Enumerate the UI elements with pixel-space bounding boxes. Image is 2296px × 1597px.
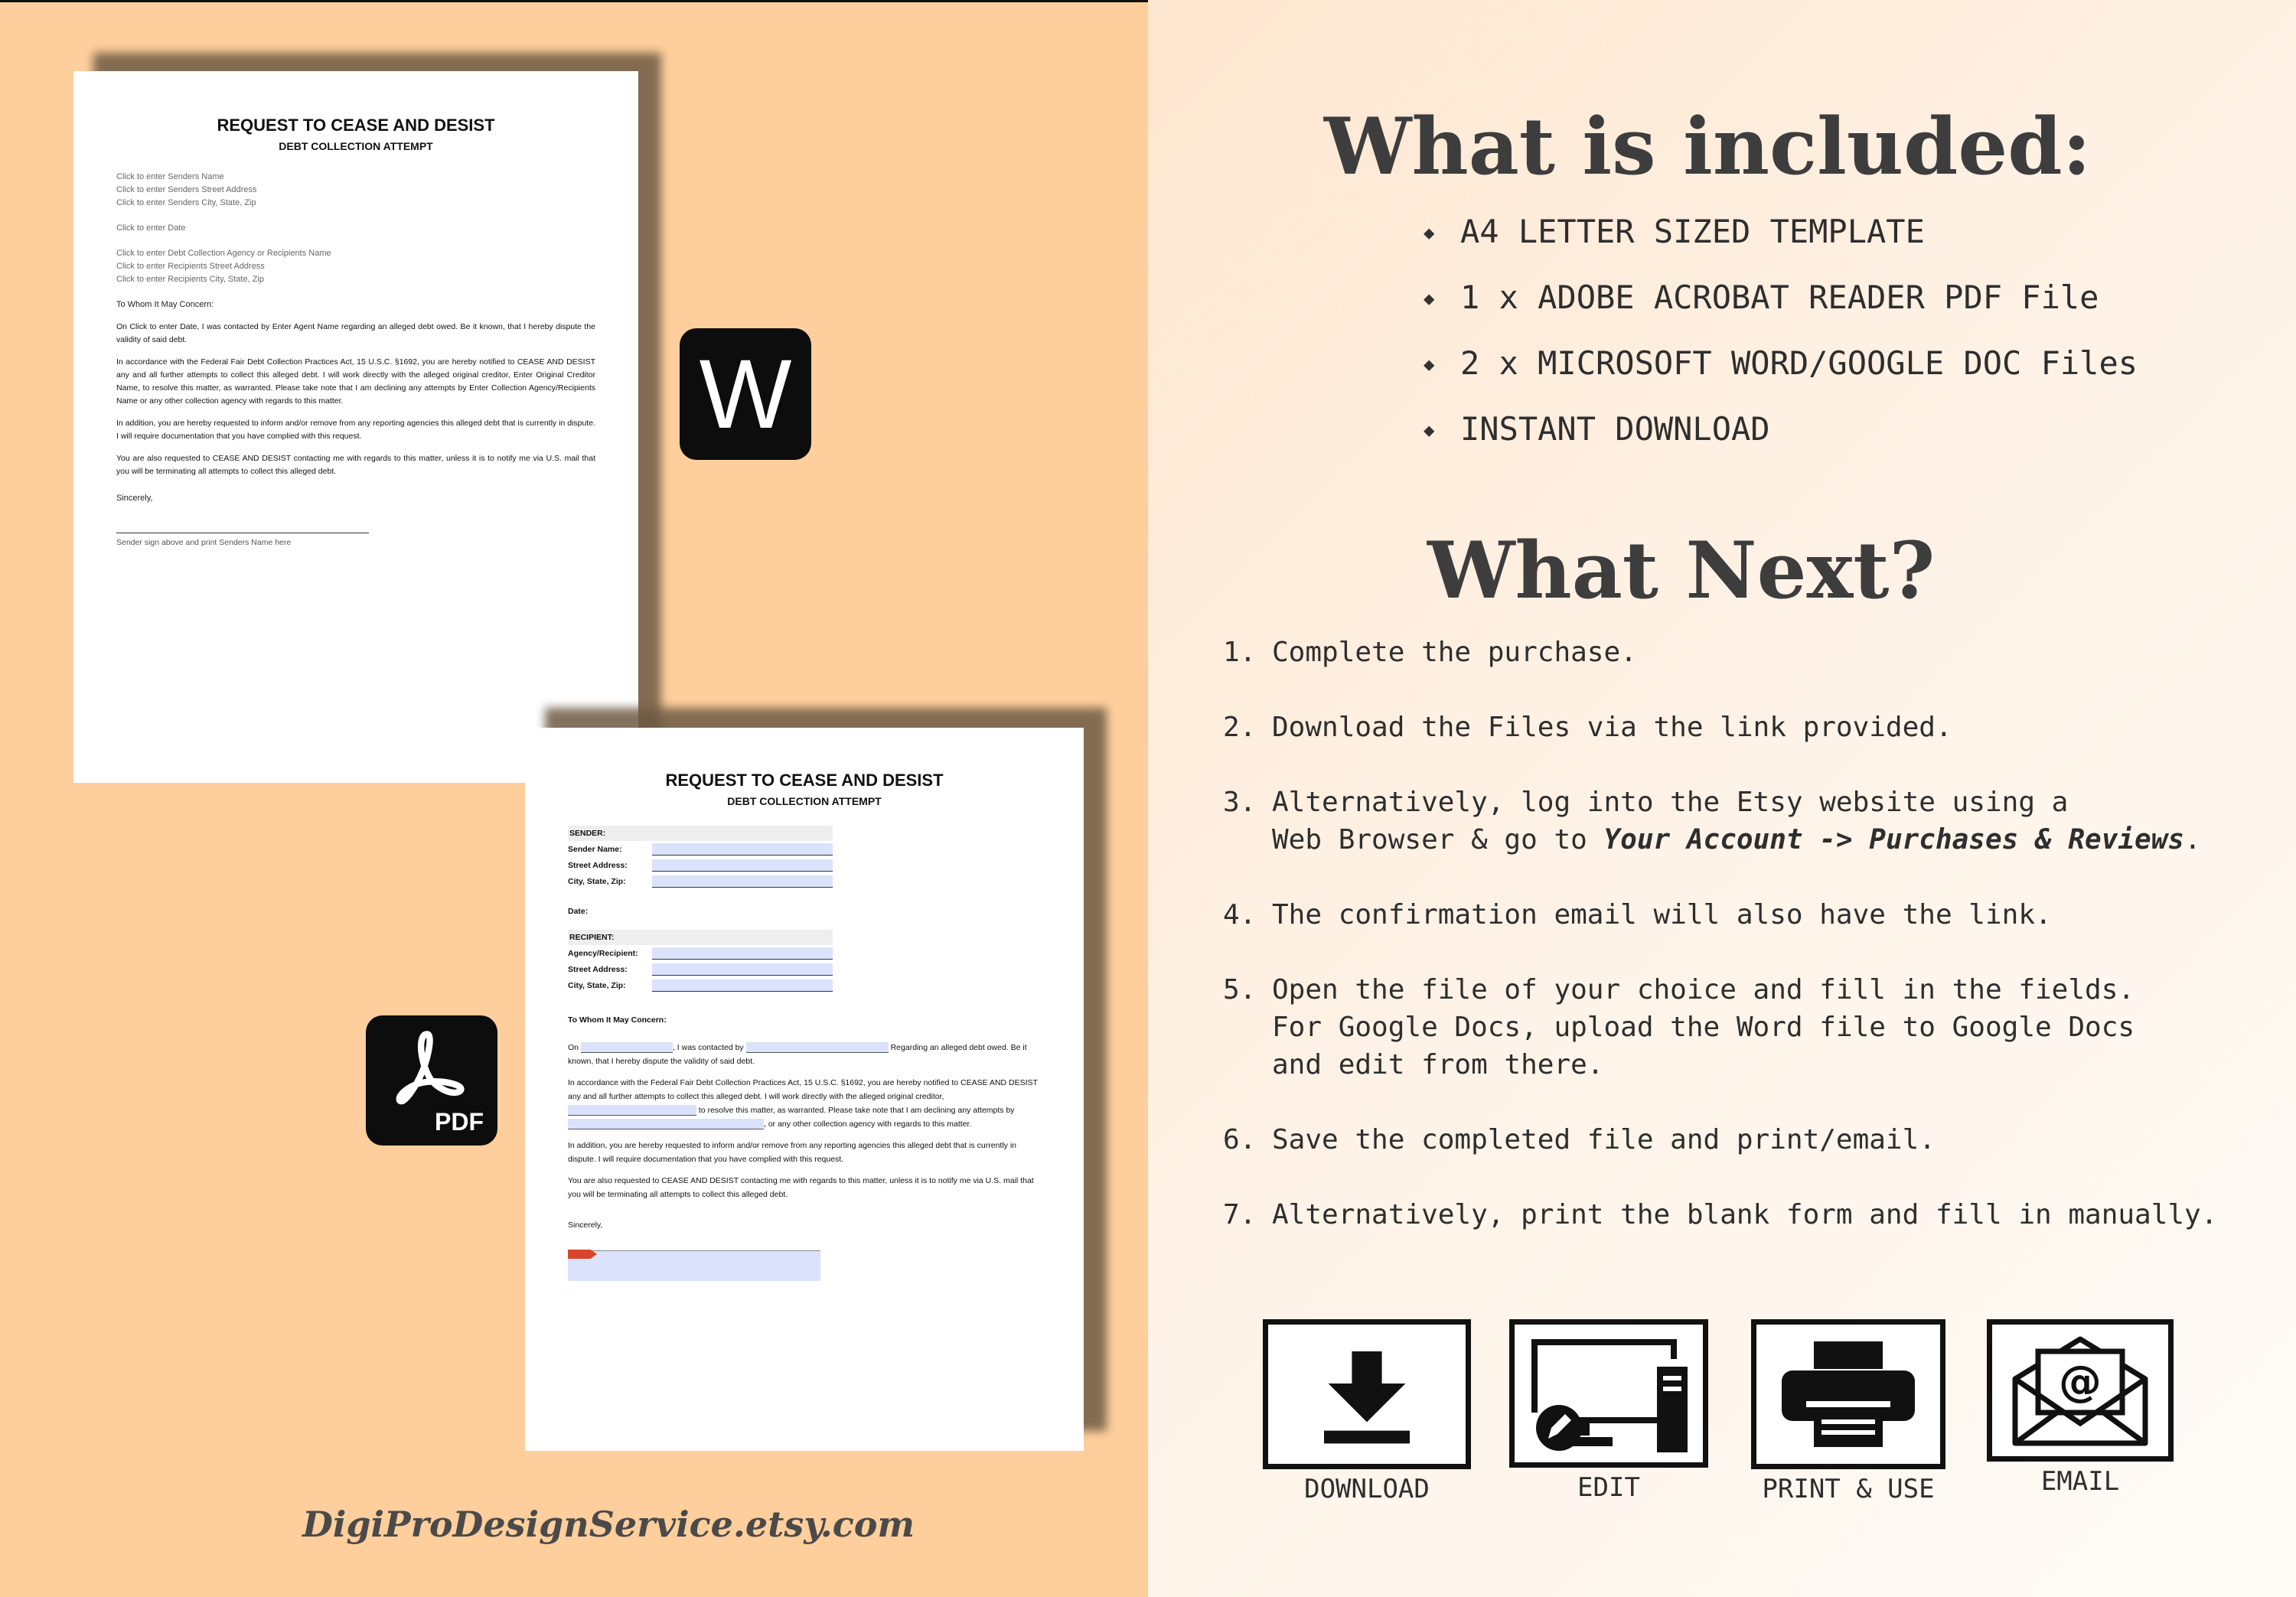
edit-action[interactable]: [1509, 1319, 1708, 1503]
doc2-sender-city-row: [568, 873, 1041, 889]
word-document-preview: [73, 71, 638, 783]
recipient-city-field[interactable]: [652, 979, 833, 992]
edit-computer-icon: [1521, 1328, 1697, 1458]
step-text: Open the file of your choice and fill in the fields.: [1272, 974, 2135, 1005]
account-path: Your Account -> Purchases & Reviews: [1603, 824, 2185, 856]
doc1-paragraph-1: On Click to enter Date, I was contacted by Enter Agent Name regarding an alleged debt owed. Be it known, that I hereby dispute the validity of said debt.: [116, 322, 595, 344]
step-text: For Google Docs, upload the Word file to Google Docs: [1272, 1012, 2135, 1043]
doc1-sender-street: Click to enter Senders Street Address: [116, 185, 257, 194]
edit-label: EDIT: [1577, 1472, 1640, 1503]
field-label: City, State, Zip:: [568, 876, 626, 886]
step-number: 5.: [1223, 974, 1257, 1005]
signature-field[interactable]: [568, 1250, 820, 1281]
field-label: Sender Name:: [568, 844, 622, 854]
step-text-part: Web Browser & go to: [1272, 824, 1604, 856]
doc2-para1-part-b: , I was contacted by: [672, 1043, 744, 1052]
step-item: [1223, 634, 2287, 671]
pdf-document-preview: [525, 728, 1084, 1451]
printer-icon: [1776, 1337, 1921, 1452]
word-icon: W: [680, 328, 811, 460]
step-item: [1223, 709, 2287, 746]
step-number: 2.: [1223, 712, 1257, 743]
diamond-bullet-icon: ◆: [1424, 288, 1435, 309]
step-number: 1.: [1223, 637, 1257, 668]
step-number: 6.: [1223, 1124, 1257, 1155]
email-action[interactable]: [1987, 1319, 2174, 1497]
step-text: The confirmation email will also have the link.: [1272, 899, 2052, 930]
doc1-title: REQUEST TO CEASE AND DESIST: [217, 116, 495, 135]
step-text: and edit from there.: [1272, 1049, 1604, 1080]
download-icon: [1313, 1341, 1420, 1448]
email-icon-box: [1987, 1319, 2174, 1462]
download-icon-box: [1263, 1319, 1471, 1469]
step-item: [1223, 971, 2287, 1084]
print-label: PRINT & USE: [1762, 1474, 1935, 1504]
list-item: [1424, 279, 2138, 344]
doc1-subtitle: DEBT COLLECTION ATTEMPT: [279, 140, 433, 152]
shop-url-link[interactable]: DigiProDesignService.etsy.com: [302, 1504, 915, 1545]
doc2-title: REQUEST TO CEASE AND DESIST: [665, 771, 944, 790]
included-item-label: 2 x MICROSOFT WORD/GOOGLE DOC Files: [1460, 344, 2138, 382]
doc2-paragraph-1: [568, 1041, 1041, 1068]
field-label: City, State, Zip:: [568, 980, 626, 990]
doc2-subtitle: DEBT COLLECTION ATTEMPT: [727, 795, 882, 807]
doc2-recipient-agency-row: [568, 945, 1041, 961]
step-text-block: [1272, 971, 2135, 1084]
included-list: [1424, 213, 2138, 476]
doc2-paragraph-2: [568, 1076, 1041, 1131]
doc1-salutation: To Whom It May Concern:: [116, 300, 214, 309]
collection-agency-field[interactable]: [568, 1119, 764, 1129]
field-label: Street Address:: [568, 860, 628, 870]
doc1-recipient-city: Click to enter Recipients City, State, Zip: [116, 275, 264, 284]
print-action[interactable]: [1751, 1319, 1945, 1504]
svg-text:@: @: [2059, 1357, 2102, 1406]
download-action[interactable]: [1263, 1319, 1471, 1504]
acrobat-pdf-icon: [366, 1015, 497, 1146]
field-label: Agency/Recipient:: [568, 948, 638, 958]
next-heading: What Next?: [1427, 525, 1936, 617]
step-item: [1223, 1121, 2287, 1159]
step-number: 3.: [1223, 787, 1257, 818]
original-creditor-field[interactable]: [568, 1105, 696, 1116]
included-item-label: 1 x ADOBE ACROBAT READER PDF File: [1460, 279, 2099, 316]
step-item: [1223, 1196, 2287, 1234]
diamond-bullet-icon: ◆: [1424, 354, 1435, 375]
diamond-bullet-icon: ◆: [1424, 222, 1435, 243]
acrobat-swirl-icon: [381, 1023, 473, 1115]
doc2-salutation: To Whom It May Concern:: [568, 1015, 667, 1025]
doc2-recipient-heading: RECIPIENT:: [568, 930, 833, 945]
doc1-paragraph-2: In accordance with the Federal Fair Debt Collection Practices Act, 15 U.S.C. §1692, you are hereby notified to CEASE AND DESIST any and all further attempts to collect this alleged debt. I will work directly with the alleged original creditor, Enter Original Creditor Name, to resolve this matter, as warranted. Please take note that I am declining any attempts by Enter Collection Agency/Recipients Name or any other collection agency with regards to this matter.: [116, 357, 595, 406]
step-text: Alternatively, print the blank form and fill in manually.: [1272, 1199, 2218, 1230]
step-item: [1223, 896, 2287, 934]
doc2-sender-street-row: [568, 857, 1041, 873]
doc1-recipient-street: Click to enter Recipients Street Address: [116, 262, 265, 271]
email-envelope-icon: [2007, 1333, 2153, 1448]
sender-name-field[interactable]: [652, 843, 833, 856]
doc1-date: Click to enter Date: [116, 223, 186, 233]
step-number: 4.: [1223, 899, 1257, 930]
next-steps-list: [1223, 634, 2287, 1271]
doc2-para1-part-c: Regarding an alleged debt owed. Be it known, that I hereby dispute the validity of said debt.: [568, 1043, 1027, 1066]
doc2-para1-part-a: On: [568, 1043, 579, 1052]
included-heading: What is included:: [1324, 101, 2092, 193]
sender-street-field[interactable]: [652, 859, 833, 872]
field-label: Street Address:: [568, 964, 628, 974]
agent-name-field[interactable]: [746, 1042, 889, 1053]
doc2-sender-name-row: [568, 841, 1041, 857]
doc2-closing: Sincerely,: [568, 1221, 603, 1230]
print-icon-box: [1751, 1319, 1945, 1469]
pdf-label: PDF: [435, 1108, 484, 1136]
contact-date-field[interactable]: [581, 1042, 673, 1053]
step-text: Download the Files via the link provided.: [1272, 712, 1952, 743]
recipient-street-field[interactable]: [652, 963, 833, 976]
doc2-paragraph-4: You are also requested to CEASE AND DESIST contacting me with regards to this matter, unless it is to notify me via U.S. mail that you will be terminating all attempts to collect this alleged debt.: [568, 1176, 1034, 1199]
download-label: DOWNLOAD: [1304, 1474, 1430, 1504]
step-text: Alternatively, log into the Etsy website using a: [1272, 787, 2069, 818]
doc1-recipient-name: Click to enter Debt Collection Agency or Recipients Name: [116, 249, 331, 258]
step-text: [1272, 821, 2201, 859]
diamond-bullet-icon: ◆: [1424, 419, 1435, 441]
step-text: Complete the purchase.: [1272, 637, 1637, 668]
doc1-signature-label: Sender sign above and print Senders Name here: [116, 538, 292, 547]
doc1-paragraph-3: In addition, you are hereby requested to inform and/or remove from any reporting agencies this alleged debt that is currently in dispute. I will require documentation that you have complied with this request.: [116, 419, 595, 441]
doc2-recipient-city-row: [568, 977, 1041, 993]
step-text-block: [1272, 784, 2201, 859]
step-text-part: .: [2184, 824, 2201, 856]
doc1-closing: Sincerely,: [116, 494, 153, 503]
list-item: [1424, 410, 2138, 476]
included-item-label: A4 LETTER SIZED TEMPLATE: [1460, 213, 1925, 250]
doc2-paragraph-3: In addition, you are hereby requested to inform and/or remove from any reporting agencies this alleged debt that is currently in dispute. I will require documentation that you have complied with this request.: [568, 1141, 1016, 1164]
sign-here-flag-icon: [568, 1250, 597, 1259]
step-item: [1223, 784, 2287, 859]
doc2-sender-heading: SENDER:: [568, 826, 833, 841]
doc2-date-label: Date:: [568, 906, 589, 916]
list-item: [1424, 213, 2138, 279]
doc2-para2-part-c: , or any other collection agency with regards to this matter.: [764, 1120, 972, 1129]
included-item-label: INSTANT DOWNLOAD: [1460, 410, 1770, 448]
doc2-para2-part-a: In accordance with the Federal Fair Debt Collection Practices Act, 15 U.S.C. §1692, you are hereby notified to CEASE AND DESIST any and all further attempts to collect this alleged debt. I will work directly with the alleged original creditor,: [568, 1078, 1038, 1101]
doc1-sender-name: Click to enter Senders Name: [116, 172, 224, 181]
list-item: [1424, 344, 2138, 410]
edit-icon-box: [1509, 1319, 1708, 1468]
doc1-sender-city: Click to enter Senders City, State, Zip: [116, 198, 256, 207]
doc2-para2-part-b: to resolve this matter, as warranted. Please take note that I am declining any attempts by: [698, 1106, 1015, 1115]
doc1-paragraph-4: You are also requested to CEASE AND DESIST contacting me with regards to this matter, unless it is to notify me via U.S. mail that you will be terminating all attempts to collect this alleged debt.: [116, 454, 595, 476]
step-number: 7.: [1223, 1199, 1257, 1230]
sender-city-field[interactable]: [652, 875, 833, 888]
step-text: Save the completed file and print/email.: [1272, 1124, 1936, 1155]
email-label: EMAIL: [2040, 1466, 2120, 1497]
recipient-agency-field[interactable]: [652, 947, 833, 960]
doc2-recipient-street-row: [568, 961, 1041, 977]
